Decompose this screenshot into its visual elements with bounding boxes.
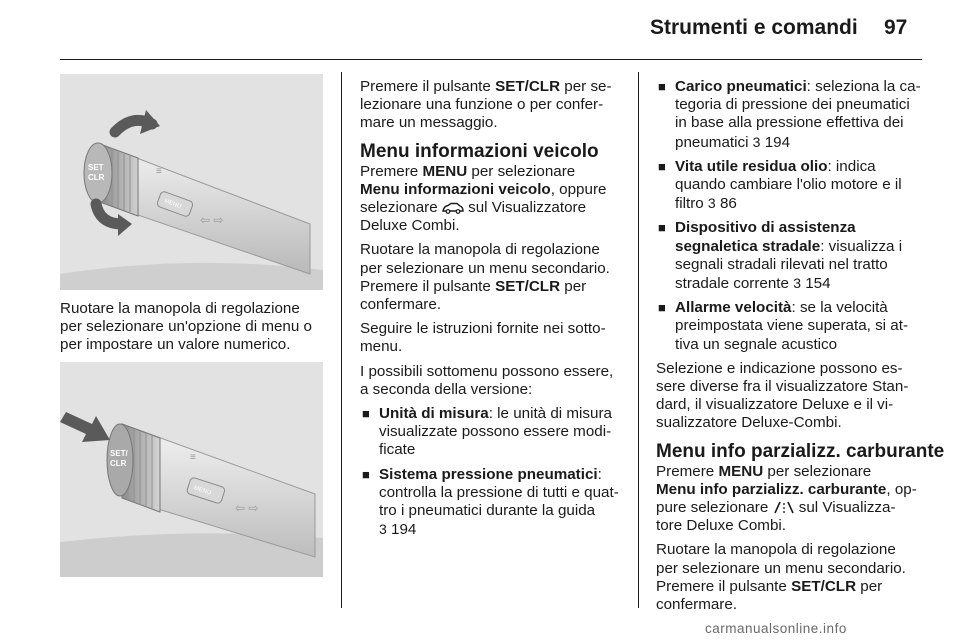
bullet-square-icon: ■ (658, 158, 666, 174)
knob-label-bottom: CLR (88, 173, 105, 182)
road-icon (773, 501, 795, 514)
paragraph: Premere MENU per selezionare Menu informazioni veicolo, oppure selezionare sul Visualizzatore Deluxe Combi. (360, 162, 607, 235)
list-item: ■ Dispositivo di assistenza segnaletica stradale: visualizza i segnali stradali rilevati nel tratto stradale corrente 3 154 (658, 219, 903, 293)
list-item: ■ Vita utile residua olio: indica quando cambiare l'olio motore e il filtro 3 86 (658, 157, 902, 213)
svg-text:⇦ ⇨: ⇦ ⇨ (200, 213, 224, 227)
paragraph: Ruotare la manopola di regolazione per selezionare un menu secondario. Premere il pulsante SET/CLR per confermare. (360, 241, 610, 314)
svg-text:≡: ≡ (190, 452, 196, 463)
knob-label-top: SET (88, 163, 104, 172)
bullet-square-icon: ■ (362, 406, 370, 422)
page-reference-icon[interactable]: 3 (707, 195, 716, 212)
page-title: Strumenti e comandi (650, 16, 858, 39)
text-column-middle (360, 78, 632, 545)
section-heading: Menu info parzializz. carburante (656, 440, 945, 462)
paragraph: Seguire le istruzioni fornite nei sotto- menu. (360, 320, 606, 356)
page-reference[interactable]: 154 (800, 275, 831, 293)
svg-text:≡: ≡ (156, 166, 162, 177)
page-number: 97 (884, 16, 908, 39)
knob-label-top: SET/ (110, 449, 128, 458)
paragraph: I possibili sottomenu possono essere, a seconda della versione: (360, 362, 614, 398)
list-item: ■ Unità di misura: le unità di misura visualizzate possono essere modi- ficate (362, 405, 612, 459)
header-divider (60, 59, 922, 60)
paragraph: Premere il pulsante SET/CLR per se- lezionare una funzione o per confer- mare un messaggio. (360, 78, 612, 132)
bullet-square-icon: ■ (658, 300, 666, 316)
svg-text:⇦ ⇨: ⇦ ⇨ (235, 501, 259, 515)
page-reference-icon[interactable]: 3 (752, 133, 761, 150)
paragraph: Selezione e indicazione possono es- sere diverse fra il visualizzatore Stan- dard, il visualizzatore Deluxe e il vi- sualizzatore Deluxe-Combi. (656, 359, 909, 432)
list-item: ■ Allarme velocità: se la velocità preimpostata viene superata, si at- tiva un segnale acustico (658, 299, 908, 353)
figure-press-button (60, 362, 323, 577)
bullet-square-icon: ■ (658, 220, 666, 236)
list-item: ■ Sistema pressione pneumatici: controlla la pressione di tutti e quat- tro i pneumatici durante la guida 3 194 (362, 465, 619, 539)
section-heading: Menu informazioni veicolo (360, 140, 599, 162)
page-reference[interactable]: 194 (386, 521, 417, 539)
knob-label-bottom: CLR (110, 459, 127, 468)
page-reference-icon[interactable]: 3 (379, 521, 387, 538)
page-reference[interactable]: 86 (715, 195, 737, 213)
text-column-right (656, 78, 945, 620)
page-reference-icon[interactable]: 3 (793, 275, 801, 292)
caption-line: per selezionare un'opzione di menu o (60, 318, 312, 336)
caption-line: per impostare un valore numerico. (60, 336, 291, 354)
watermark: carmanualsonline.info (705, 621, 847, 636)
vehicle-icon (442, 202, 464, 214)
paragraph: Ruotare la manopola di regolazione per selezionare un menu secondario. Premere il pulsante SET/CLR per confermare. (656, 541, 906, 614)
page-reference[interactable]: 194 (760, 133, 791, 151)
menu-button-label: MENU (163, 198, 182, 211)
column-divider (341, 72, 342, 608)
column-divider (638, 72, 639, 608)
bullet-square-icon: ■ (658, 79, 666, 94)
paragraph: Premere MENU per selezionare Menu info parzializz. carburante, op- pure selezionare sul Visualizza- tore Deluxe Combi. (656, 462, 917, 535)
menu-button-label: MENU (193, 485, 212, 497)
bullet-square-icon: ■ (362, 466, 370, 482)
list-item: ■ Carico pneumatici: seleziona la ca- tegoria di pressione dei pneumatici in base alla pressione effettiva dei pneumatici 3 194 (658, 78, 921, 151)
figure-rotate-knob (60, 74, 323, 290)
caption-line: Ruotare la manopola di regolazione (60, 300, 300, 317)
figure-caption (60, 300, 330, 355)
